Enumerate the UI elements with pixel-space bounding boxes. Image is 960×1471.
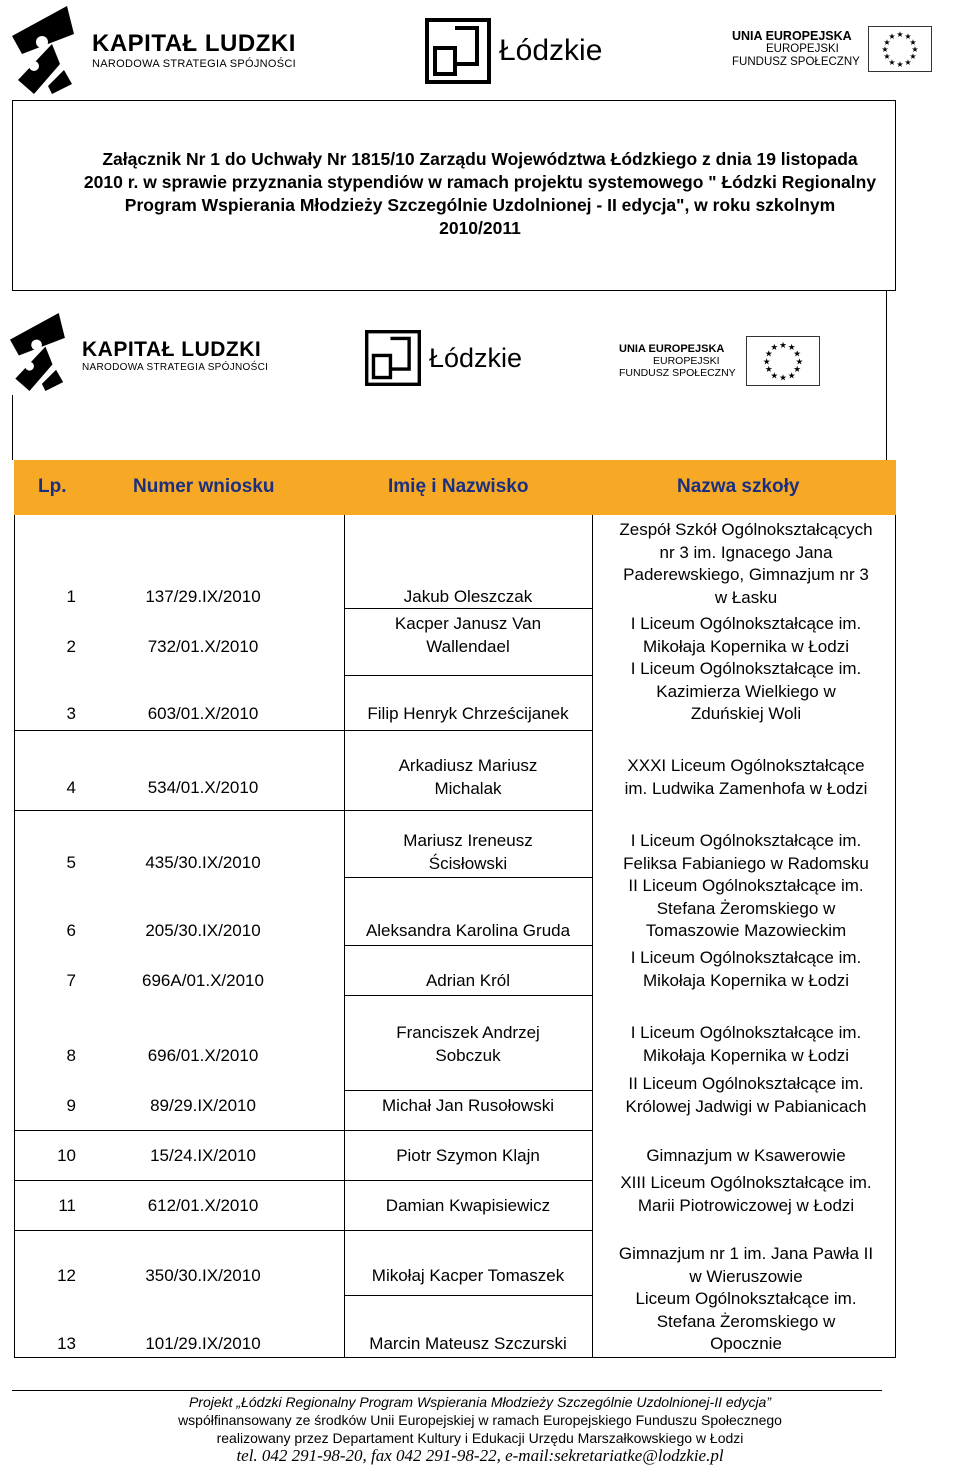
ue-line2-2: EUROPEJSKI xyxy=(653,355,720,368)
lodzkie-text-top: Łódzkie xyxy=(499,34,603,67)
row-numer: 101/29.IX/2010 xyxy=(145,1334,261,1353)
kapital-ludzki-title: KAPITAŁ LUDZKI xyxy=(92,30,296,57)
row-school: Stefana Żeromskiego w xyxy=(656,898,836,918)
footer-line2: współfinansowany ze środków Unii Europejskiej w ramach Europejskiego Funduszu Społecznego xyxy=(178,1412,782,1428)
frame-bottom-line xyxy=(12,290,896,291)
kapital-ludzki-subtitle: NARODOWA STRATEGIA SPÓJNOŚCI xyxy=(92,58,296,70)
svg-text:★: ★ xyxy=(762,357,771,368)
eu-flag-icon xyxy=(746,336,820,386)
row-numer: 612/01.X/2010 xyxy=(147,1196,259,1215)
svg-text:★: ★ xyxy=(787,343,796,354)
row-school: I Liceum Ogólnokształcące im. xyxy=(630,1023,862,1042)
row-numer: 534/01.X/2010 xyxy=(147,778,259,797)
lodzkie-emblem-icon xyxy=(425,18,491,84)
row-name: Marcin Mateusz Szczurski xyxy=(369,1334,567,1353)
svg-text:★: ★ xyxy=(778,340,787,351)
row-numer: 696A/01.X/2010 xyxy=(142,971,264,990)
row-lp: 8 xyxy=(66,1046,76,1065)
row-name: Michalak xyxy=(434,778,502,798)
ue-line2: EUROPEJSKI xyxy=(766,42,839,55)
row-school: XIII Liceum Ogólnokształcące im. xyxy=(620,1173,872,1192)
row-separator-name xyxy=(344,1130,592,1131)
svg-text:★: ★ xyxy=(888,58,896,67)
row-numer: 435/30.IX/2010 xyxy=(145,853,261,872)
row-separator-full xyxy=(14,1230,344,1231)
ue-line1-2: UNIA EUROPEJSKA xyxy=(619,342,725,355)
kapital-ludzki-logo-second xyxy=(10,312,268,392)
row-lp: 1 xyxy=(66,587,76,606)
table-right-border xyxy=(895,515,896,1357)
svg-text:★: ★ xyxy=(883,38,891,47)
row-numer: 696/01.X/2010 xyxy=(147,1046,259,1065)
svg-text:★: ★ xyxy=(904,58,912,67)
frame2-left-line xyxy=(12,395,13,460)
header-lp: Lp. xyxy=(38,476,67,497)
row-name: Mariusz Ireneusz xyxy=(403,831,533,850)
ue-logo-top xyxy=(732,26,932,72)
row-school: Kazimierza Wielkiego w xyxy=(656,681,836,701)
row-name: Franciszek Andrzej xyxy=(396,1023,540,1042)
row-school: I Liceum Ogólnokształcące im. xyxy=(630,831,862,850)
svg-text:★: ★ xyxy=(770,371,778,382)
row-separator-name xyxy=(344,730,592,731)
row-separator-name xyxy=(344,877,592,878)
ue-line3: FUNDUSZ SPOŁECZNY xyxy=(732,56,860,69)
svg-text:★: ★ xyxy=(881,45,889,54)
row-school: Mikołaja Kopernika w Łodzi xyxy=(643,970,849,990)
row-school: Gimnazjum nr 1 im. Jana Pawła II xyxy=(618,1244,874,1263)
row-separator-name xyxy=(344,1180,592,1181)
row-school: nr 3 im. Ignacego Jana xyxy=(659,542,833,562)
svg-text:★: ★ xyxy=(888,32,896,41)
row-school: Zduńskiej Woli xyxy=(690,704,802,723)
row-school: Opocznie xyxy=(710,1334,782,1353)
row-lp: 9 xyxy=(66,1096,76,1115)
row-school: I Liceum Ogólnokształcące im. xyxy=(630,659,862,678)
svg-text:★: ★ xyxy=(896,30,904,39)
table-name-left-border xyxy=(344,515,345,1357)
row-school: w Łasku xyxy=(714,587,778,607)
row-school: Liceum Ogólnokształcące im. xyxy=(635,1289,857,1308)
row-school: Stefana Żeromskiego w xyxy=(656,1311,836,1331)
row-school: im. Ludwika Zamenhofa w Łodzi xyxy=(624,778,868,798)
row-separator-name xyxy=(344,1090,592,1091)
row-school: Tomaszowie Mazowieckim xyxy=(645,921,847,940)
svg-text:★: ★ xyxy=(909,52,917,61)
header-line2: 2010 r. w sprawie przyznania stypendiów w ramach projektu systemowego " Łódzki Regionalny xyxy=(83,172,877,192)
row-name: Adrian Król xyxy=(425,971,511,990)
kapital-ludzki-subtitle-2: NARODOWA STRATEGIA SPÓJNOŚCI xyxy=(82,361,269,373)
kapital-ludzki-title-2: KAPITAŁ LUDZKI xyxy=(82,337,262,361)
header-line3: Program Wspierania Młodzieży Szczególnie Uzdolnionej - II edycja", w roku szkolnym xyxy=(124,195,836,215)
row-name: Mikołaj Kacper Tomaszek xyxy=(371,1266,565,1285)
row-separator-name xyxy=(344,675,592,676)
row-lp: 12 xyxy=(57,1266,76,1285)
row-name: Aleksandra Karolina Gruda xyxy=(365,921,571,940)
row-school: Królowej Jadwigi w Pabianicach xyxy=(625,1096,867,1116)
row-school: I Liceum Ogólnokształcące im. xyxy=(630,614,862,633)
row-numer: 350/30.IX/2010 xyxy=(145,1266,261,1285)
row-separator-name xyxy=(344,1295,592,1296)
row-lp: 10 xyxy=(57,1146,76,1165)
row-school: Marii Piotrowiczowej w Łodzi xyxy=(637,1195,855,1215)
svg-text:★: ★ xyxy=(770,343,778,354)
table-bottom-border xyxy=(14,1357,896,1358)
row-name: Damian Kwapisiewicz xyxy=(385,1196,551,1215)
header-szkola: Nazwa szkoły xyxy=(677,476,800,497)
svg-text:★: ★ xyxy=(909,38,917,47)
table-name-right-border xyxy=(592,515,593,1357)
footer-contact: tel. 042 291-98-20, fax 042 291-98-22, e-mail:sekretariatke@lodzkie.pl xyxy=(236,1446,724,1465)
svg-text:★: ★ xyxy=(904,32,912,41)
svg-text:★: ★ xyxy=(795,357,803,368)
row-school: Zespół Szkół Ogólnokształcących xyxy=(619,520,873,539)
row-lp: 6 xyxy=(66,921,76,940)
row-lp: 7 xyxy=(66,971,76,990)
row-lp: 4 xyxy=(66,778,76,797)
svg-text:★: ★ xyxy=(911,45,919,54)
kapital-ludzki-stars-icon xyxy=(10,312,72,392)
row-school: II Liceum Ogólnokształcące im. xyxy=(628,876,864,895)
row-lp: 11 xyxy=(58,1196,76,1215)
row-numer: 603/01.X/2010 xyxy=(147,704,259,723)
row-numer: 137/29.IX/2010 xyxy=(145,587,261,606)
row-name: Jakub Oleszczak xyxy=(403,587,533,606)
row-numer: 15/24.IX/2010 xyxy=(150,1146,256,1165)
header-numer: Numer wniosku xyxy=(133,476,275,497)
row-school: Gimnazjum w Ksawerowie xyxy=(646,1146,846,1165)
lodzkie-logo-top xyxy=(425,18,602,84)
footer-line3: realizowany przez Departament Kultury i Edukacji Urzędu Marszałkowskiego w Łodzi xyxy=(216,1430,744,1446)
kapital-ludzki-logo-top xyxy=(12,6,296,94)
row-school: Mikołaja Kopernika w Łodzi xyxy=(643,636,849,656)
row-separator-name xyxy=(344,1230,592,1231)
row-separator-full xyxy=(14,810,344,811)
row-name: Sobczuk xyxy=(435,1045,501,1065)
kapital-ludzki-stars-icon xyxy=(12,6,82,94)
row-separator-name xyxy=(344,810,592,811)
row-separator-name xyxy=(344,608,592,609)
row-separator-name xyxy=(344,945,592,946)
lodzkie-emblem-icon xyxy=(365,330,421,386)
row-separator-full xyxy=(14,1180,344,1181)
row-name: Piotr Szymon Klajn xyxy=(396,1146,540,1165)
row-lp: 5 xyxy=(66,853,76,872)
row-lp: 3 xyxy=(66,704,76,723)
row-name: Ścisłowski xyxy=(428,853,508,873)
svg-text:★: ★ xyxy=(778,373,787,384)
svg-text:★: ★ xyxy=(787,371,796,382)
frame2-right-line xyxy=(886,290,887,460)
ue-line1: UNIA EUROPEJSKA xyxy=(732,28,852,43)
row-numer: 89/29.IX/2010 xyxy=(150,1096,256,1115)
row-school: I Liceum Ogólnokształcące im. xyxy=(630,948,862,967)
row-numer: 205/30.IX/2010 xyxy=(145,921,261,940)
header-line1: Załącznik Nr 1 do Uchwały Nr 1815/10 Zarządu Województwa Łódzkiego z dnia 19 listopada xyxy=(102,149,858,169)
ue-logo-second xyxy=(619,336,820,386)
row-separator-full xyxy=(14,1130,344,1131)
row-school: II Liceum Ogólnokształcące im. xyxy=(628,1074,864,1093)
svg-text:★: ★ xyxy=(792,364,801,375)
row-lp: 13 xyxy=(57,1334,76,1353)
row-separator-name xyxy=(344,995,592,996)
header-line4: 2010/2011 xyxy=(439,218,521,238)
row-name: Filip Henryk Chrześcijanek xyxy=(367,704,569,723)
row-school: w Wieruszowie xyxy=(689,1266,803,1286)
lodzkie-text-second: Łódzkie xyxy=(429,342,523,373)
svg-text:★: ★ xyxy=(896,60,904,69)
row-name: Wallendael xyxy=(426,636,510,656)
lodzkie-logo-second xyxy=(365,330,522,386)
svg-text:★: ★ xyxy=(883,52,891,61)
footer-separator xyxy=(12,1390,882,1391)
svg-text:★: ★ xyxy=(792,349,801,360)
row-school: Paderewskiego, Gimnazjum nr 3 xyxy=(623,565,869,584)
frame-top-line xyxy=(12,100,896,101)
row-lp: 2 xyxy=(66,637,76,656)
header-imie: Imię i Nazwisko xyxy=(388,476,529,497)
document-header xyxy=(12,148,948,240)
eu-flag-icon xyxy=(868,26,932,72)
row-school: Feliksa Fabianiego w Radomsku xyxy=(623,853,869,873)
svg-text:★: ★ xyxy=(764,349,773,360)
footer-line1: Projekt „Łódzki Regionalny Program Wspierania Młodzieży Szczególnie Uzdolnionej-II edycja” xyxy=(188,1394,772,1410)
svg-text:★: ★ xyxy=(764,364,773,375)
row-separator-full xyxy=(14,730,344,731)
row-numer: 732/01.X/2010 xyxy=(147,637,259,656)
row-school: XXXI Liceum Ogólnokształcące xyxy=(627,756,865,775)
ue-line3-2: FUNDUSZ SPOŁECZNY xyxy=(619,367,736,380)
row-name: Kacper Janusz Van xyxy=(394,614,542,633)
row-school: Mikołaja Kopernika w Łodzi xyxy=(643,1045,849,1065)
row-name: Michał Jan Rusołowski xyxy=(382,1096,554,1115)
row-name: Arkadiusz Mariusz xyxy=(398,756,538,775)
